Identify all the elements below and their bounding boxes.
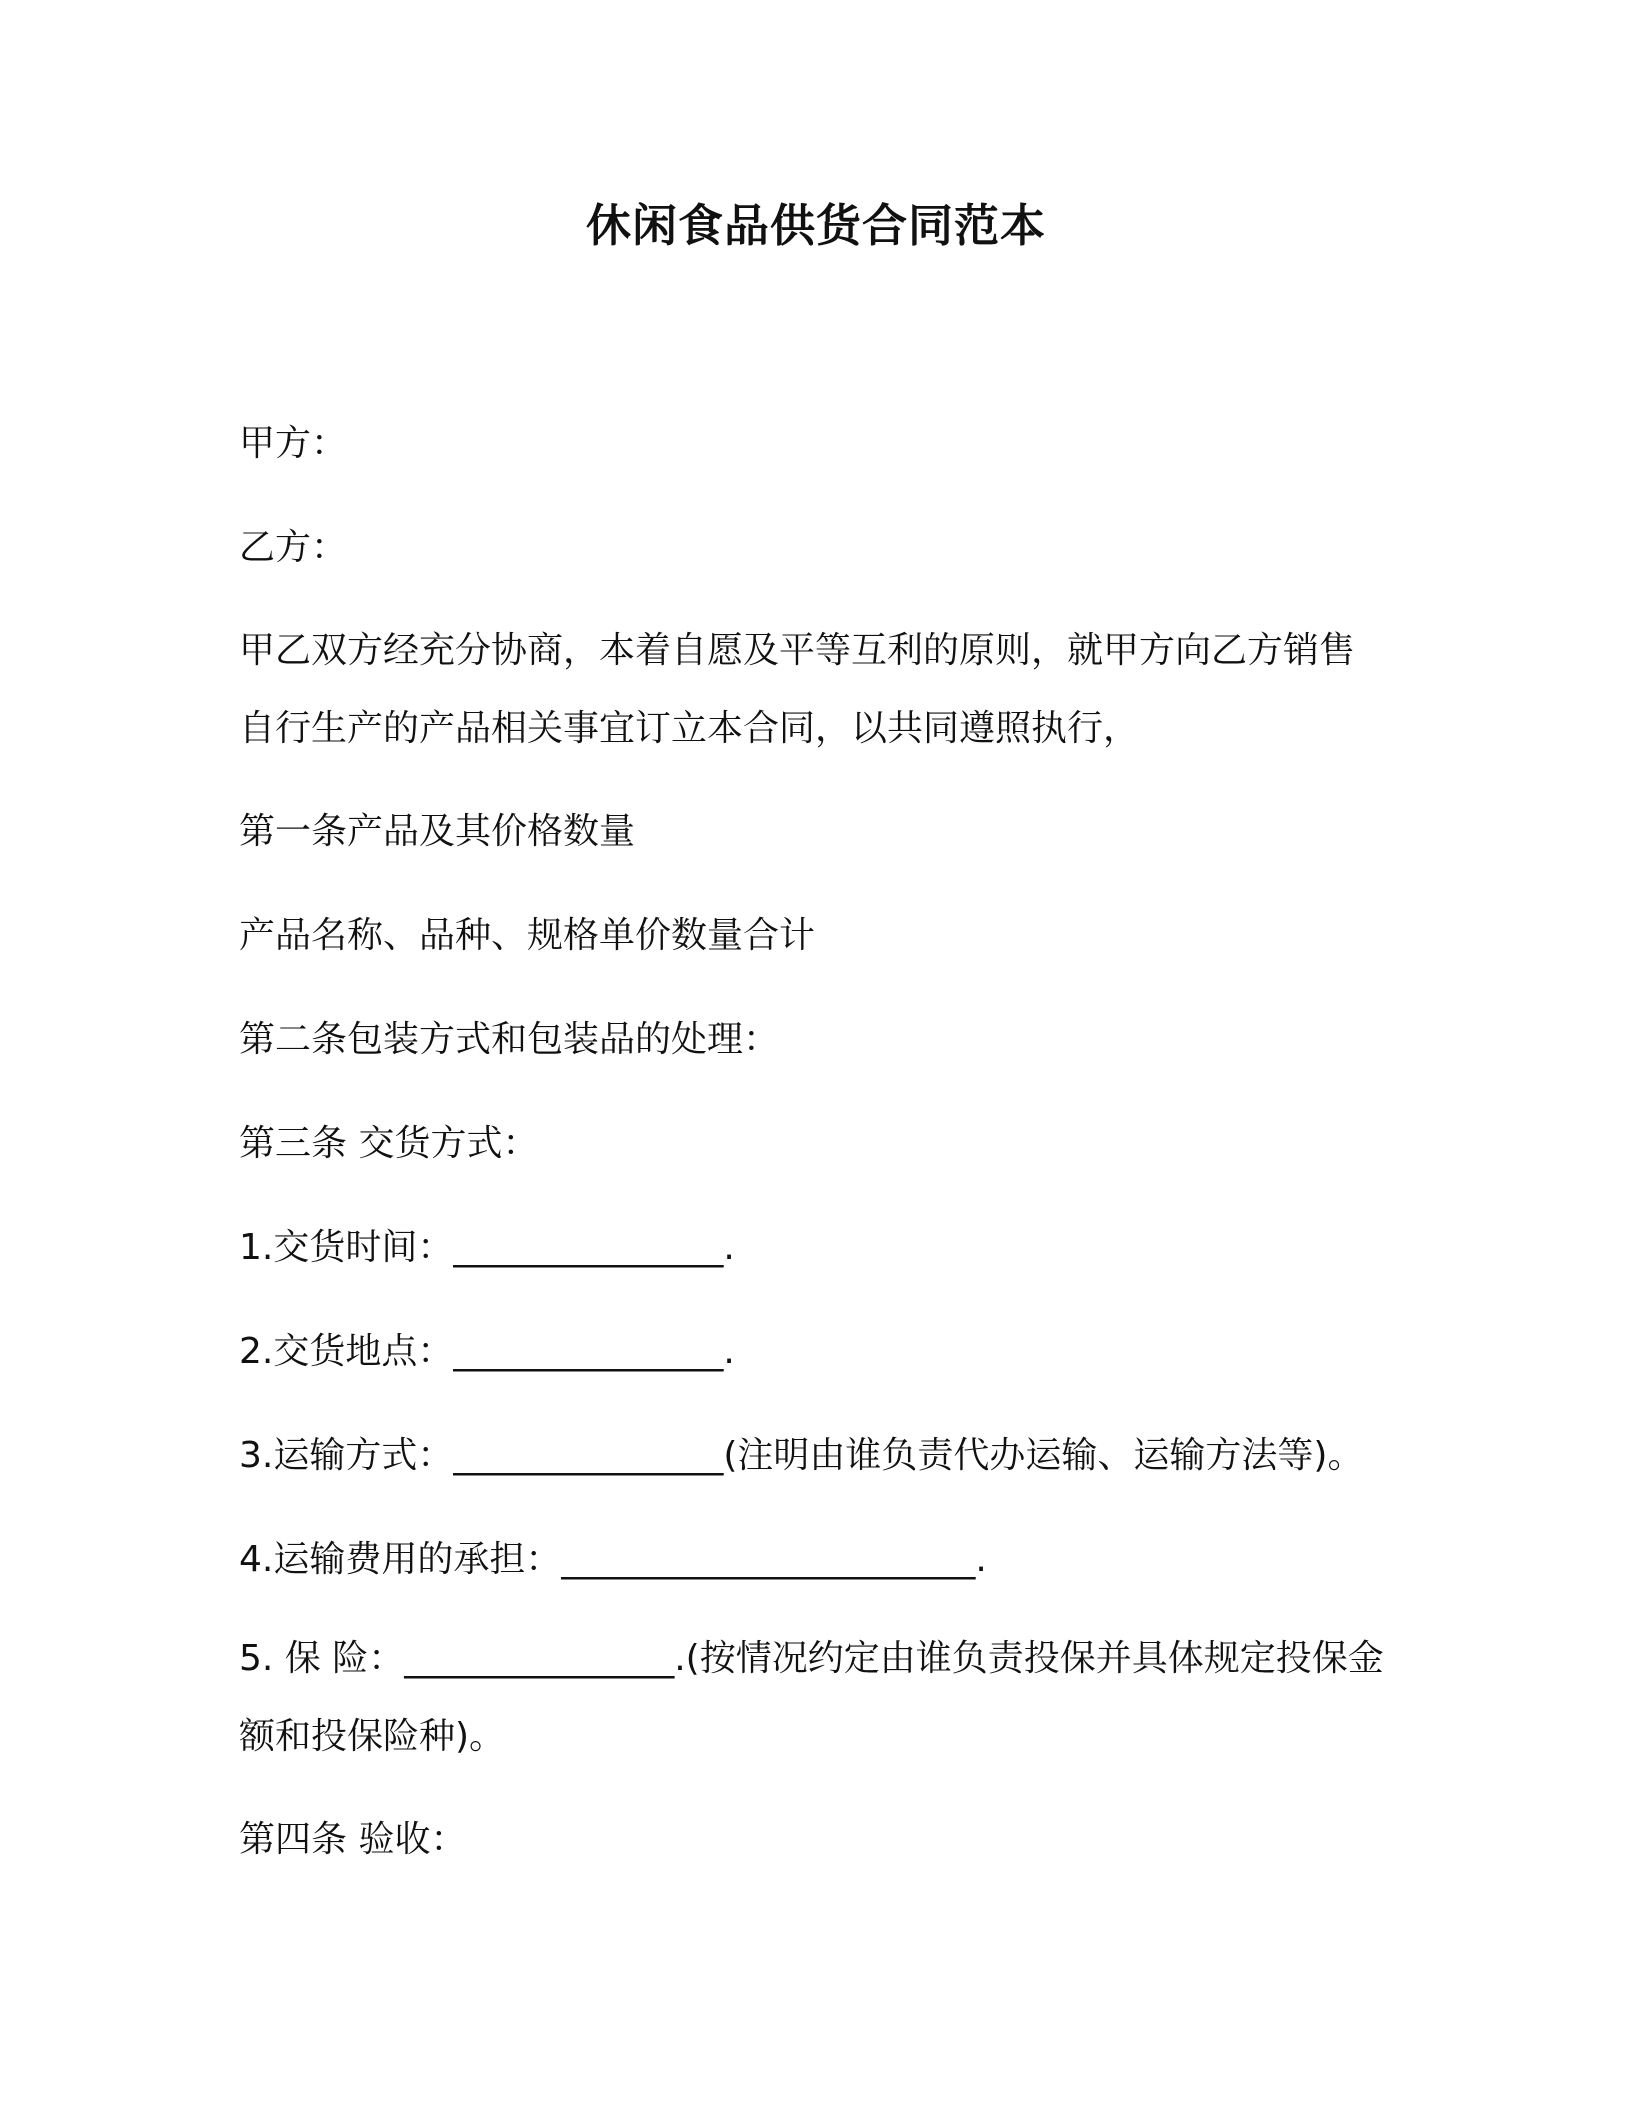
party-a-label: 甲方： (239, 423, 348, 464)
article-2-title: 第二条包装方式和包装品的处理： (239, 1019, 780, 1060)
article-1-columns: 产品名称、品种、规格单价数量合计 (239, 915, 816, 956)
article-4-title: 第四条 验收： (239, 1819, 467, 1860)
item-insurance: 5. 保 险：_______________.(按情况约定由谁负责投保并具体规定投保金额和投保险种)。 (239, 1638, 1384, 1757)
document-title: 休闲食品供货合同范本 (585, 199, 1046, 252)
article-1-title: 第一条产品及其价格数量 (239, 811, 636, 852)
intro-paragraph: 甲乙双方经充分协商，本着自愿及平等互利的原则，就甲方向乙方销售自行生产的产品相关事宜订立本合同，以共同遵照执行， (239, 630, 1356, 749)
item-transport-cost: 4.运输费用的承担：_______________________. (239, 1539, 987, 1580)
party-b-label: 乙方： (239, 527, 348, 568)
item-delivery-place: 2.交货地点：_______________. (239, 1331, 735, 1372)
article-3-title: 第三条 交货方式： (239, 1123, 539, 1164)
item-transport-method: 3.运输方式：_______________(注明由谁负责代办运输、运输方法等)。 (239, 1435, 1364, 1476)
item-delivery-time: 1.交货时间：_______________. (239, 1227, 735, 1268)
